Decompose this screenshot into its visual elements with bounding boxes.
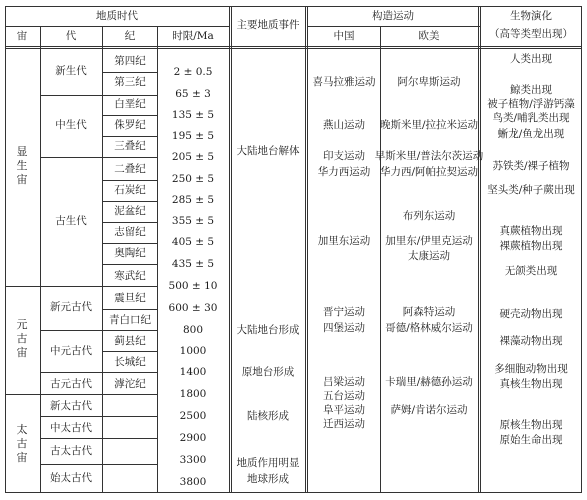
col-sep-events-tect-b	[307, 6, 308, 493]
eon-proterozoic: 元 古 宙	[16, 318, 28, 359]
period-line	[102, 180, 157, 181]
age-value: 1000	[179, 345, 207, 357]
era-paleoproterozoic: 古元古代	[50, 378, 92, 390]
period-line	[102, 309, 157, 310]
bio-true-ferns: 真蕨植物出现	[499, 225, 563, 237]
china-wutai: 五台运动	[323, 390, 365, 402]
period-line	[102, 351, 157, 352]
china-qianxi: 迁西运动	[323, 418, 365, 430]
china-caledonian: 加里东运动	[317, 235, 371, 247]
age-value: 285 ± 5	[171, 194, 215, 206]
age-value: 355 ± 5	[171, 215, 215, 227]
china-indosinian: 印支运动	[323, 150, 365, 162]
header-bottom-line	[5, 46, 582, 47]
china-variscan: 华力西运动	[317, 166, 371, 178]
period-hutuo: 滹沱纪	[114, 378, 146, 390]
bio-whales: 鲸类出现	[510, 84, 552, 96]
age-value: 195 ± 5	[171, 130, 215, 142]
era-line	[40, 330, 157, 331]
age-value: 3300	[179, 454, 207, 466]
event-earth-formation: 地球形成	[247, 473, 289, 485]
period-devonian: 泥盆纪	[114, 205, 146, 217]
china-yanshan: 燕山运动	[323, 119, 365, 131]
eon-phanerozoic: 显 生 宙	[16, 145, 28, 186]
event-proto-platform-formation: 原地台形成	[241, 366, 295, 378]
period-cretaceous: 白垩纪	[114, 98, 146, 110]
era-line	[40, 438, 157, 439]
era-mesoarchean: 中太古代	[50, 422, 92, 434]
header-europe-america: 欧美	[418, 30, 440, 42]
bio-agnathans: 无颌类出现	[504, 265, 558, 277]
china-himalayan: 喜马拉雅运动	[312, 76, 376, 88]
euro-gothian-grenville: 哥德/格林威尔运动	[385, 322, 473, 334]
china-jinning: 晋宁运动	[323, 306, 365, 318]
bio-primitive-life: 原始生命出现	[499, 434, 563, 446]
china-fuping: 阜平运动	[323, 404, 365, 416]
event-geological-action-evident: 地质作用明显	[236, 457, 300, 469]
euro-saamian-kenoran: 萨姆/肯诺尔运动	[390, 404, 468, 416]
header-eon: 宙	[16, 30, 28, 42]
header-main-events: 主要地质事件	[236, 19, 300, 31]
period-line	[102, 72, 157, 73]
period-changcheng: 长城纪	[114, 356, 146, 368]
age-value: 2500	[179, 410, 207, 422]
age-value: 600 ± 30	[168, 302, 218, 314]
period-carboniferous: 石炭纪	[114, 184, 146, 196]
bio-birds-mammals: 鸟类/哺乳类出现	[492, 112, 570, 124]
period-permian: 二叠纪	[114, 163, 146, 175]
era-mesozoic: 中生代	[55, 119, 87, 131]
era-mesoproterozoic: 中元古代	[50, 345, 92, 357]
bio-shelled-animals: 硬壳动物出现	[499, 308, 563, 320]
header-period: 纪	[124, 30, 136, 42]
euro-assyntic: 阿森特运动	[402, 306, 456, 318]
eon-line-1	[5, 286, 157, 287]
header-bio-subtitle: （高等类型出现）	[489, 28, 573, 40]
header-era: 代	[65, 30, 77, 42]
euro-alpine: 阿尔卑斯运动	[397, 76, 461, 88]
col-sep-era-period	[102, 26, 103, 493]
header-tectonics: 构造运动	[372, 10, 414, 22]
bio-multicellular-animals: 多细胞动物出现	[494, 363, 568, 375]
period-jurassic: 侏罗纪	[114, 119, 146, 131]
event-continental-platform-breakup: 大陆地台解体	[236, 145, 300, 157]
event-continental-platform-formation: 大陆地台形成	[236, 324, 300, 336]
period-jixian: 蓟县纪	[114, 335, 146, 347]
table-top-border	[5, 6, 582, 7]
age-value: 250 ± 5	[171, 173, 215, 185]
euro-variscan-appalachian: 华力西/阿帕拉契运动	[379, 166, 479, 178]
euro-karelian-hudsonian: 卡瑞里/赫德孙运动	[385, 376, 473, 388]
col-sep-eon-era	[40, 26, 41, 493]
bio-saurischians-ichthyosaurs: 蜥龙/鱼龙出现	[497, 128, 565, 140]
period-tertiary: 第三纪	[114, 76, 146, 88]
col-sep-china-euro	[380, 26, 381, 493]
col-sep-tect-bio-b	[480, 6, 481, 493]
era-line	[40, 464, 157, 465]
eon-archean: 太 古 宙	[16, 423, 28, 464]
bio-stegocephalians-seed-ferns: 坚头类/种子蕨出现	[487, 184, 575, 196]
header-bio-evolution: 生物演化	[510, 10, 552, 22]
col-sep-geo-events-b	[231, 6, 232, 493]
euro-breton: 布列东运动	[402, 210, 456, 222]
period-sinian: 震旦纪	[114, 292, 146, 304]
col-sep-period-age	[157, 26, 158, 493]
bio-cycads-gymnosperms: 苏铁类/裸子植物	[492, 160, 570, 172]
era-neoproterozoic: 新元古代	[50, 301, 92, 313]
table-right-border	[581, 6, 582, 493]
period-triassic: 三叠纪	[114, 140, 146, 152]
header-geo-time: 地质时代	[96, 10, 138, 22]
bio-angiosperms-calcareous-algae: 被子植物/浮游钙藻	[487, 98, 575, 110]
age-value: 65 ± 3	[175, 88, 211, 100]
table-left-border	[5, 6, 6, 493]
period-qingbaikou: 青白口纪	[109, 314, 151, 326]
table-bottom-border	[5, 492, 582, 493]
age-value: 2 ± 0.5	[173, 66, 213, 78]
bio-naked-algae-animals: 裸藻动物出现	[499, 335, 563, 347]
period-ordovician: 奥陶纪	[114, 247, 146, 259]
bio-eukaryotes: 真核生物出现	[499, 378, 563, 390]
age-value: 500 ± 10	[168, 280, 218, 292]
period-line	[102, 243, 157, 244]
period-line	[102, 136, 157, 137]
header-age: 时限/Ma	[172, 30, 214, 42]
age-value: 205 ± 5	[171, 151, 215, 163]
age-value: 3800	[179, 476, 207, 488]
bio-humans: 人类出现	[510, 53, 552, 65]
era-eoarchean: 始太古代	[50, 472, 92, 484]
bio-prokaryotes: 原核生物出现	[499, 419, 563, 431]
euro-late-cimmerian-laramide: 晚斯米里/拉拉米运动	[379, 119, 479, 131]
age-value: 405 ± 5	[171, 236, 215, 248]
eon-line-2	[5, 394, 157, 395]
header-china: 中国	[333, 30, 355, 42]
period-quaternary: 第四纪	[114, 55, 146, 67]
euro-early-cimmerian-palatinian: 早斯米里/普法尔茨运动	[374, 150, 484, 162]
era-paleozoic: 古生代	[55, 215, 87, 227]
period-silurian: 志留纪	[114, 226, 146, 238]
era-cenozoic: 新生代	[55, 65, 87, 77]
age-value: 2900	[179, 432, 207, 444]
period-line	[102, 201, 157, 202]
age-value: 800	[182, 324, 204, 336]
col-sep-events-tect-a	[305, 6, 306, 493]
event-continental-nucleus-formation: 陆核形成	[247, 410, 289, 422]
header-mid-line	[5, 26, 229, 27]
era-paleoarchean: 古太古代	[50, 445, 92, 457]
era-line	[40, 372, 157, 373]
era-line	[40, 416, 157, 417]
header-mid-line-tect	[307, 26, 480, 27]
header-bottom-line-2	[5, 48, 582, 49]
period-line	[102, 222, 157, 223]
euro-caledonian-erian: 加里东/伊里克运动	[385, 235, 473, 247]
period-cambrian: 寒武纪	[114, 270, 146, 282]
age-value: 435 ± 5	[171, 258, 215, 270]
china-luliang: 吕梁运动	[323, 376, 365, 388]
era-line	[40, 95, 157, 96]
euro-taconic: 太康运动	[408, 250, 450, 262]
period-line	[102, 115, 157, 116]
col-sep-tect-bio-a	[478, 6, 479, 493]
bio-psilophytes: 裸蕨植物出现	[499, 240, 563, 252]
era-neoarchean: 新太古代	[50, 400, 92, 412]
period-line	[102, 264, 157, 265]
china-sibao: 四堡运动	[323, 322, 365, 334]
era-line	[40, 157, 157, 158]
age-value: 1800	[179, 388, 207, 400]
age-value: 135 ± 5	[171, 109, 215, 121]
age-value: 1400	[179, 366, 207, 378]
col-sep-geo-events-a	[229, 6, 230, 493]
